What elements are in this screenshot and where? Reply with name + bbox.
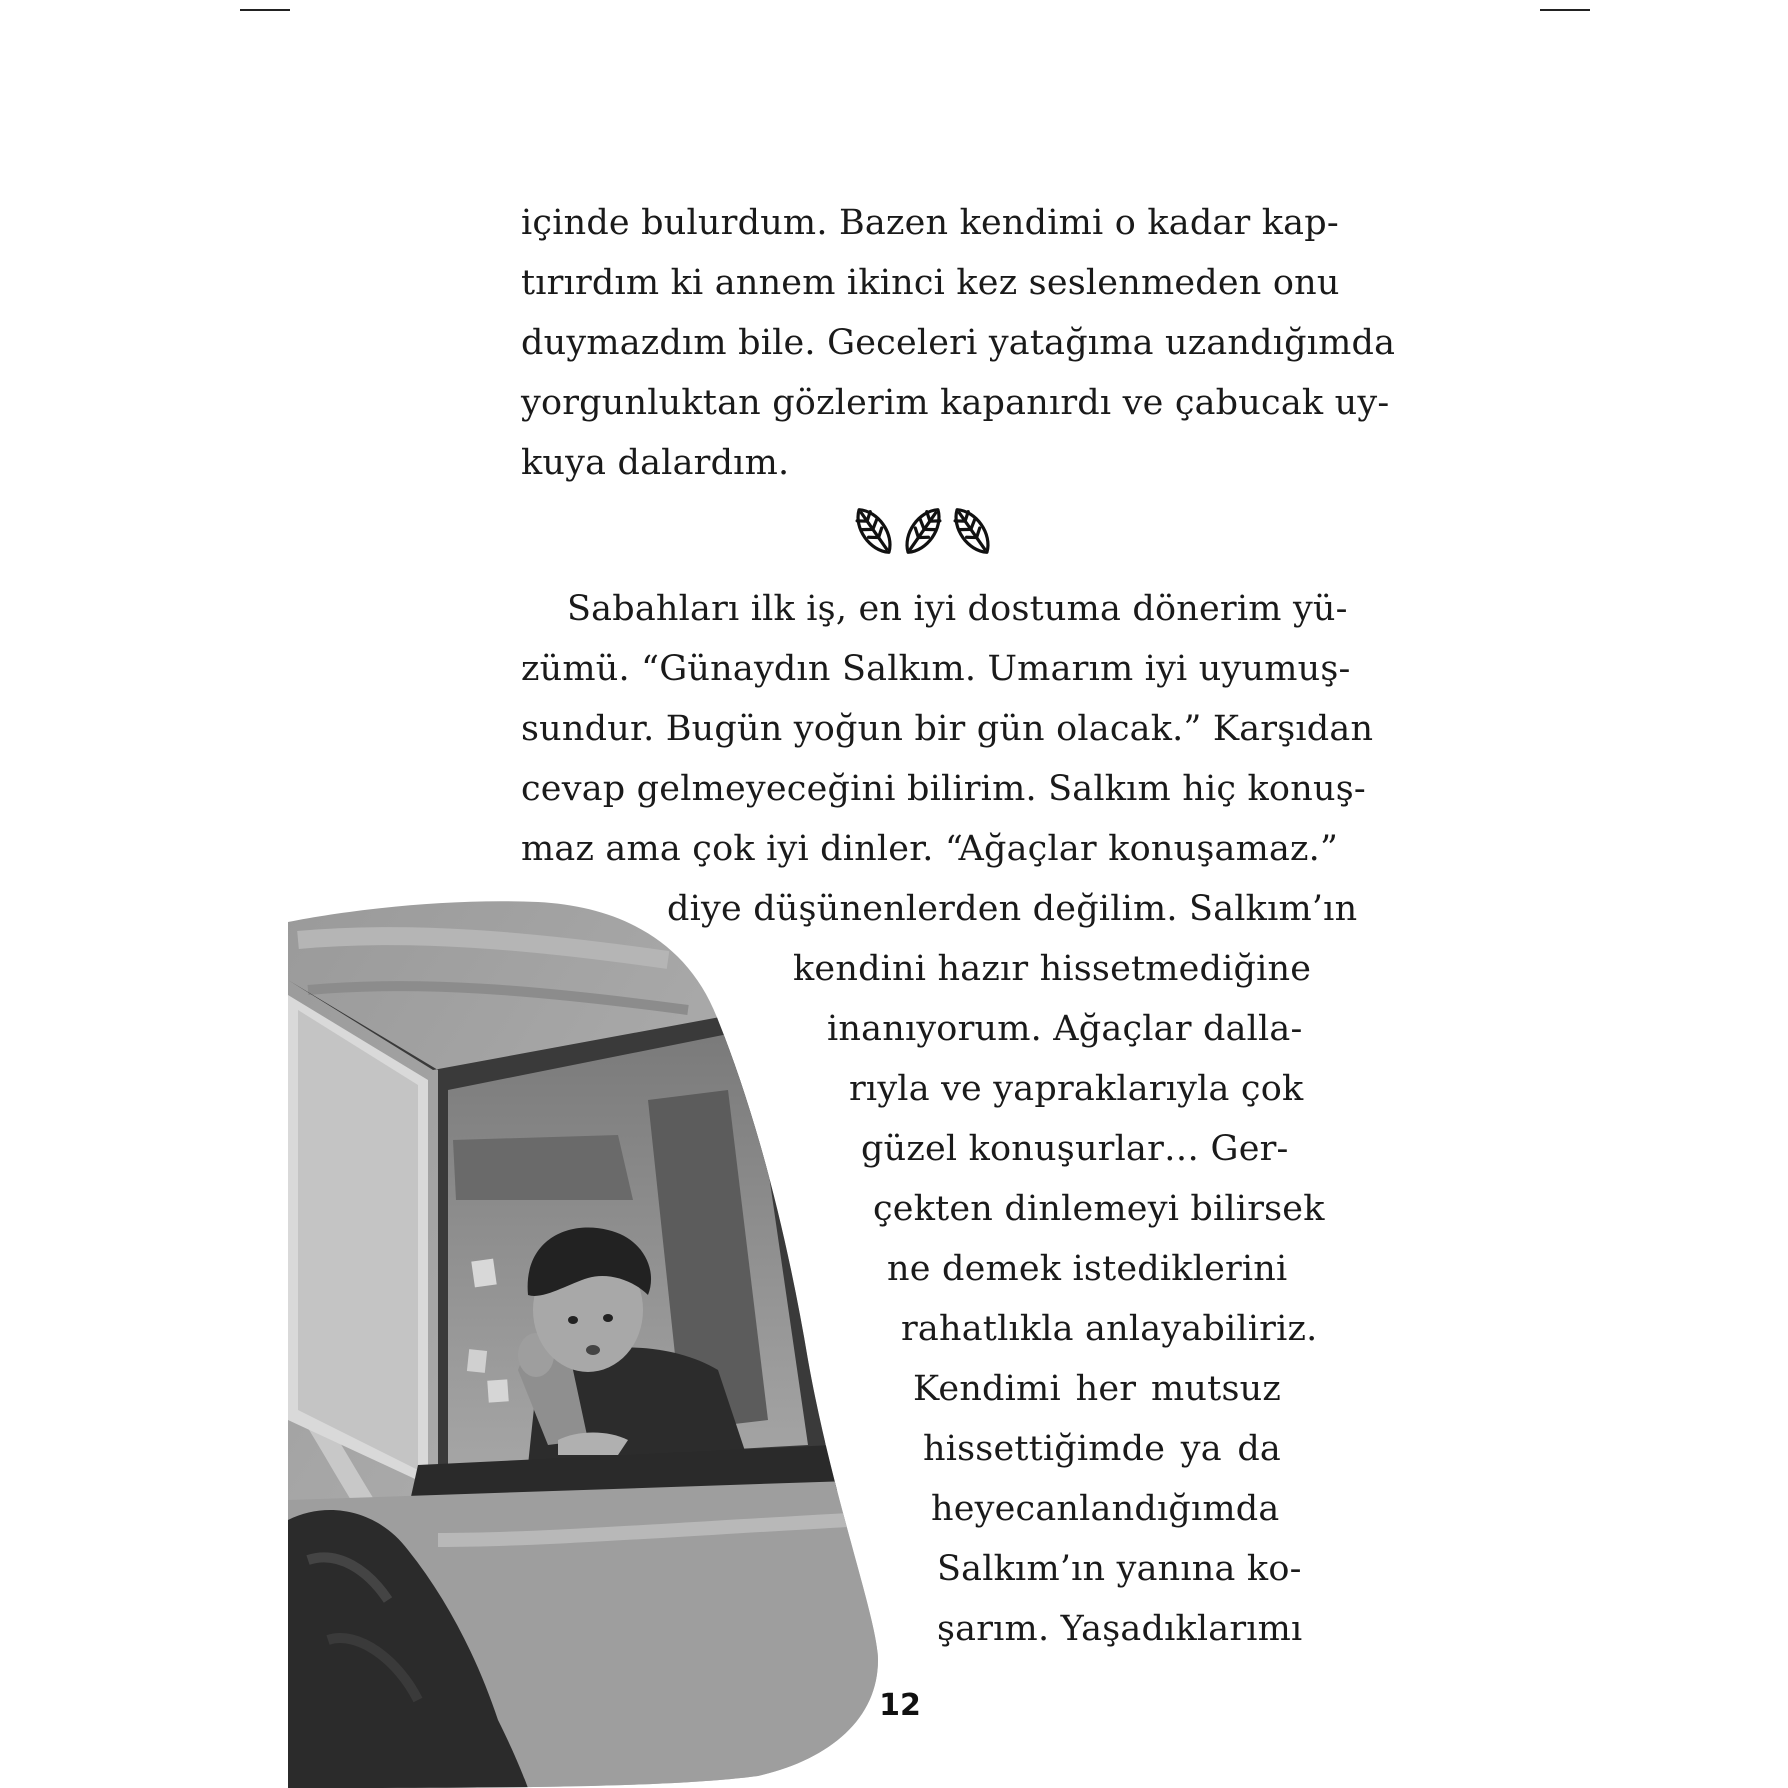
paragraph-2-line: Salkım’ın yanına ko- bbox=[937, 1549, 1302, 1589]
paragraph-2-line: şarım. Yaşadıklarımı bbox=[937, 1609, 1303, 1649]
paragraph-1-line: tırırdım ki annem ikinci kez seslenmeden onu bbox=[521, 263, 1340, 303]
paragraph-2-line: kendini hazır hissetmediğine bbox=[793, 949, 1312, 989]
paragraph-2-line: diye düşünenlerden değilim. Salkım’ın bbox=[667, 889, 1358, 929]
paragraph-2-line: inanıyorum. Ağaçlar dalla- bbox=[827, 1009, 1303, 1049]
page-number: 12 bbox=[879, 1688, 921, 1723]
paragraph-2-line: ne demek istediklerini bbox=[887, 1249, 1288, 1289]
paragraph-1-line: içinde bulurdum. Bazen kendimi o kadar kap- bbox=[521, 203, 1339, 243]
paragraph-1-line: yorgunluktan gözlerim kapanırdı ve çabucak uy- bbox=[521, 383, 1390, 423]
paragraph-2-line: zümü. “Günaydın Salkım. Umarım iyi uyumuş- bbox=[521, 649, 1351, 689]
paragraph-2-line: rıyla ve yapraklarıyla çok bbox=[849, 1069, 1304, 1109]
crop-mark-left bbox=[240, 9, 290, 11]
paragraph-1 bbox=[521, 193, 1396, 493]
paragraph-1-line: duymazdım bile. Geceleri yatağıma uzandığımda bbox=[521, 323, 1396, 363]
paragraph-2-line: rahatlıkla anlayabiliriz. bbox=[901, 1309, 1318, 1349]
paragraph-2-line: heyecanlandığımda bbox=[931, 1489, 1280, 1529]
leaf-ornament-icon bbox=[852, 500, 994, 562]
paragraph-2-line: hissettiğimde ya da bbox=[923, 1429, 1281, 1469]
illustration-boy-at-window bbox=[288, 900, 878, 1788]
paragraph-2-line: Kendimi her mutsuz bbox=[913, 1369, 1281, 1409]
crop-mark-right bbox=[1540, 9, 1590, 11]
paragraph-1-line: kuya dalardım. bbox=[521, 443, 790, 483]
paragraph-2-line: cevap gelmeyeceğini bilirim. Salkım hiç konuş- bbox=[521, 769, 1366, 809]
paragraph-2-line: Sabahları ilk iş, en iyi dostuma dönerim yü- bbox=[567, 589, 1348, 629]
paragraph-2-line: güzel konuşurlar… Ger- bbox=[861, 1129, 1289, 1169]
paragraph-2-line: çekten dinlemeyi bilirsek bbox=[873, 1189, 1325, 1229]
paragraph-2-line: sundur. Bugün yoğun bir gün olacak.” Karşıdan bbox=[521, 709, 1374, 749]
paragraph-2-line: maz ama çok iyi dinler. “Ağaçlar konuşamaz.” bbox=[521, 829, 1339, 869]
